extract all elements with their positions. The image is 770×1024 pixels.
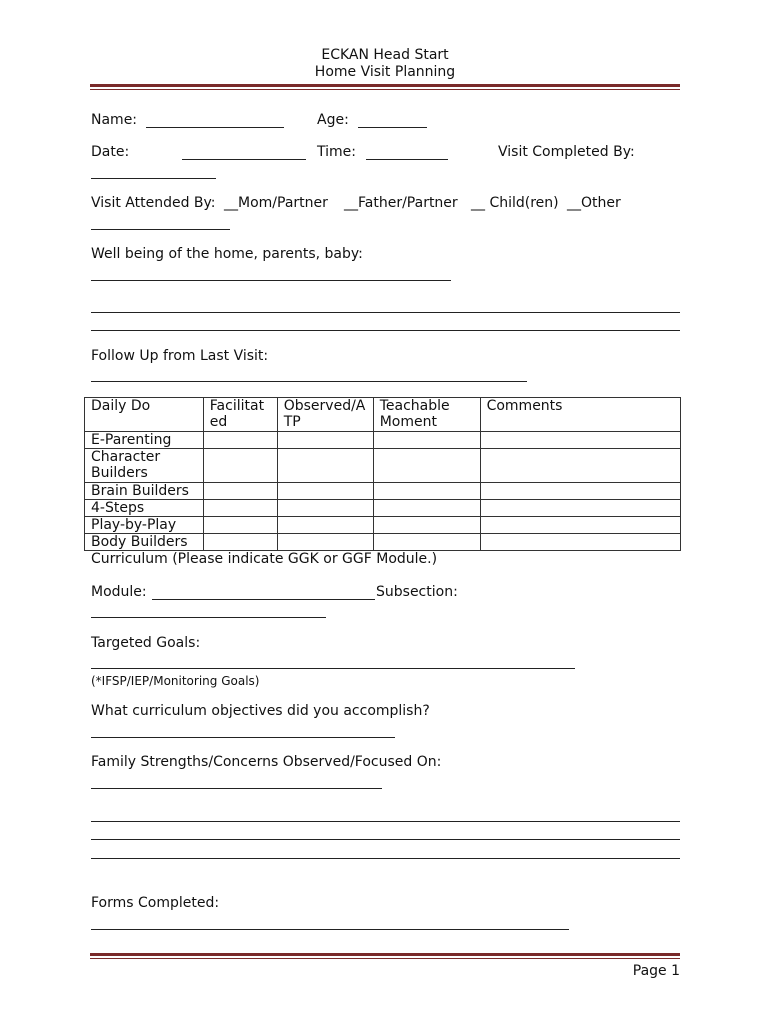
row-label-brain-builders: Brain Builders — [85, 483, 204, 500]
table-cell[interactable] — [277, 432, 373, 449]
table-row — [85, 449, 681, 483]
well-being-field-2[interactable] — [91, 312, 680, 313]
mom-partner-option[interactable]: __Mom/Partner — [224, 195, 328, 211]
targeted-goals-label: Targeted Goals: — [91, 635, 201, 651]
forms-completed-label: Forms Completed: — [91, 895, 220, 911]
table-cell[interactable] — [480, 534, 680, 551]
header-facilitated: Facilitat ed — [203, 398, 277, 432]
table-cell[interactable] — [480, 500, 680, 517]
date-label: Date: — [91, 144, 130, 160]
table-cell[interactable] — [277, 449, 373, 483]
header-observed-atp: Observed/A TP — [277, 398, 373, 432]
family-strengths-field-1[interactable] — [91, 788, 382, 789]
ifsp-note: (*IFSP/IEP/Monitoring Goals) — [91, 674, 260, 688]
row-label-e-parenting: E-Parenting — [85, 432, 204, 449]
table-cell[interactable] — [203, 517, 277, 534]
table-cell[interactable] — [480, 517, 680, 534]
header-comments: Comments — [480, 398, 680, 432]
visit-attended-by-label: Visit Attended By: — [91, 195, 216, 211]
header-daily-do: Daily Do — [85, 398, 204, 432]
family-strengths-label: Family Strengths/Concerns Observed/Focused On: — [91, 754, 442, 770]
name-label: Name: — [91, 112, 138, 128]
table-cell[interactable] — [480, 449, 680, 483]
table-cell[interactable] — [203, 500, 277, 517]
table-cell[interactable] — [277, 500, 373, 517]
footer-rule-thin — [90, 958, 680, 959]
row-label-body-builders: Body Builders — [85, 534, 204, 551]
table-cell[interactable] — [373, 432, 480, 449]
table-cell[interactable] — [277, 483, 373, 500]
row-label-4-steps: 4-Steps — [85, 500, 204, 517]
table-cell[interactable] — [480, 483, 680, 500]
table-cell[interactable] — [373, 483, 480, 500]
table-row — [85, 483, 681, 500]
subsection-field[interactable] — [91, 617, 326, 618]
row-label-play-by-play: Play-by-Play — [85, 517, 204, 534]
age-label: Age: — [317, 112, 349, 128]
table-cell[interactable] — [373, 500, 480, 517]
date-field[interactable] — [182, 159, 306, 160]
table-row — [85, 517, 681, 534]
other-field[interactable] — [91, 229, 230, 230]
table-cell[interactable] — [373, 517, 480, 534]
header-rule — [90, 84, 680, 87]
page-number: Page 1 — [632, 963, 680, 979]
table-cell[interactable] — [203, 432, 277, 449]
children-option[interactable]: __ Child(ren) — [471, 195, 559, 211]
page-title: Home Visit Planning — [314, 64, 456, 80]
objectives-field[interactable] — [91, 737, 395, 738]
table-row — [85, 500, 681, 517]
other-option[interactable]: __Other — [567, 195, 621, 211]
table-cell[interactable] — [373, 534, 480, 551]
objectives-label: What curriculum objectives did you accomplish? — [91, 703, 430, 719]
table-header-row — [85, 398, 681, 432]
table-cell[interactable] — [373, 449, 480, 483]
row-label-character-builders: Character Builders — [85, 449, 204, 483]
well-being-label: Well being of the home, parents, baby: — [91, 246, 363, 262]
table-row — [85, 534, 681, 551]
family-strengths-field-3[interactable] — [91, 839, 680, 840]
module-field[interactable] — [152, 599, 375, 600]
header-rule-thin — [90, 89, 680, 90]
well-being-field-3[interactable] — [91, 330, 680, 331]
family-strengths-field-2[interactable] — [91, 821, 680, 822]
org-name: ECKAN Head Start — [321, 47, 449, 63]
time-field[interactable] — [366, 159, 448, 160]
age-field[interactable] — [358, 127, 427, 128]
table-cell[interactable] — [203, 449, 277, 483]
forms-completed-field[interactable] — [91, 929, 569, 930]
module-label: Module: — [91, 584, 147, 600]
follow-up-field[interactable] — [91, 381, 527, 382]
time-label: Time: — [317, 144, 356, 160]
table-cell[interactable] — [203, 483, 277, 500]
table-cell[interactable] — [277, 517, 373, 534]
daily-do-table — [84, 397, 681, 551]
visit-completed-by-label: Visit Completed By: — [498, 144, 635, 160]
table-row — [85, 432, 681, 449]
subsection-label: Subsection: — [376, 584, 458, 600]
well-being-field-1[interactable] — [91, 280, 451, 281]
table-cell[interactable] — [480, 432, 680, 449]
footer-rule — [90, 953, 680, 956]
curriculum-label: Curriculum (Please indicate GGK or GGF Module.) — [91, 551, 438, 567]
follow-up-label: Follow Up from Last Visit: — [91, 348, 269, 364]
header-teachable-moment: Teachable Moment — [373, 398, 480, 432]
father-partner-option[interactable]: __Father/Partner — [344, 195, 458, 211]
family-strengths-field-4[interactable] — [91, 858, 680, 859]
table-cell[interactable] — [203, 534, 277, 551]
visit-completed-by-field[interactable] — [91, 178, 216, 179]
table-cell[interactable] — [277, 534, 373, 551]
name-field[interactable] — [146, 127, 284, 128]
targeted-goals-field[interactable] — [91, 668, 575, 669]
